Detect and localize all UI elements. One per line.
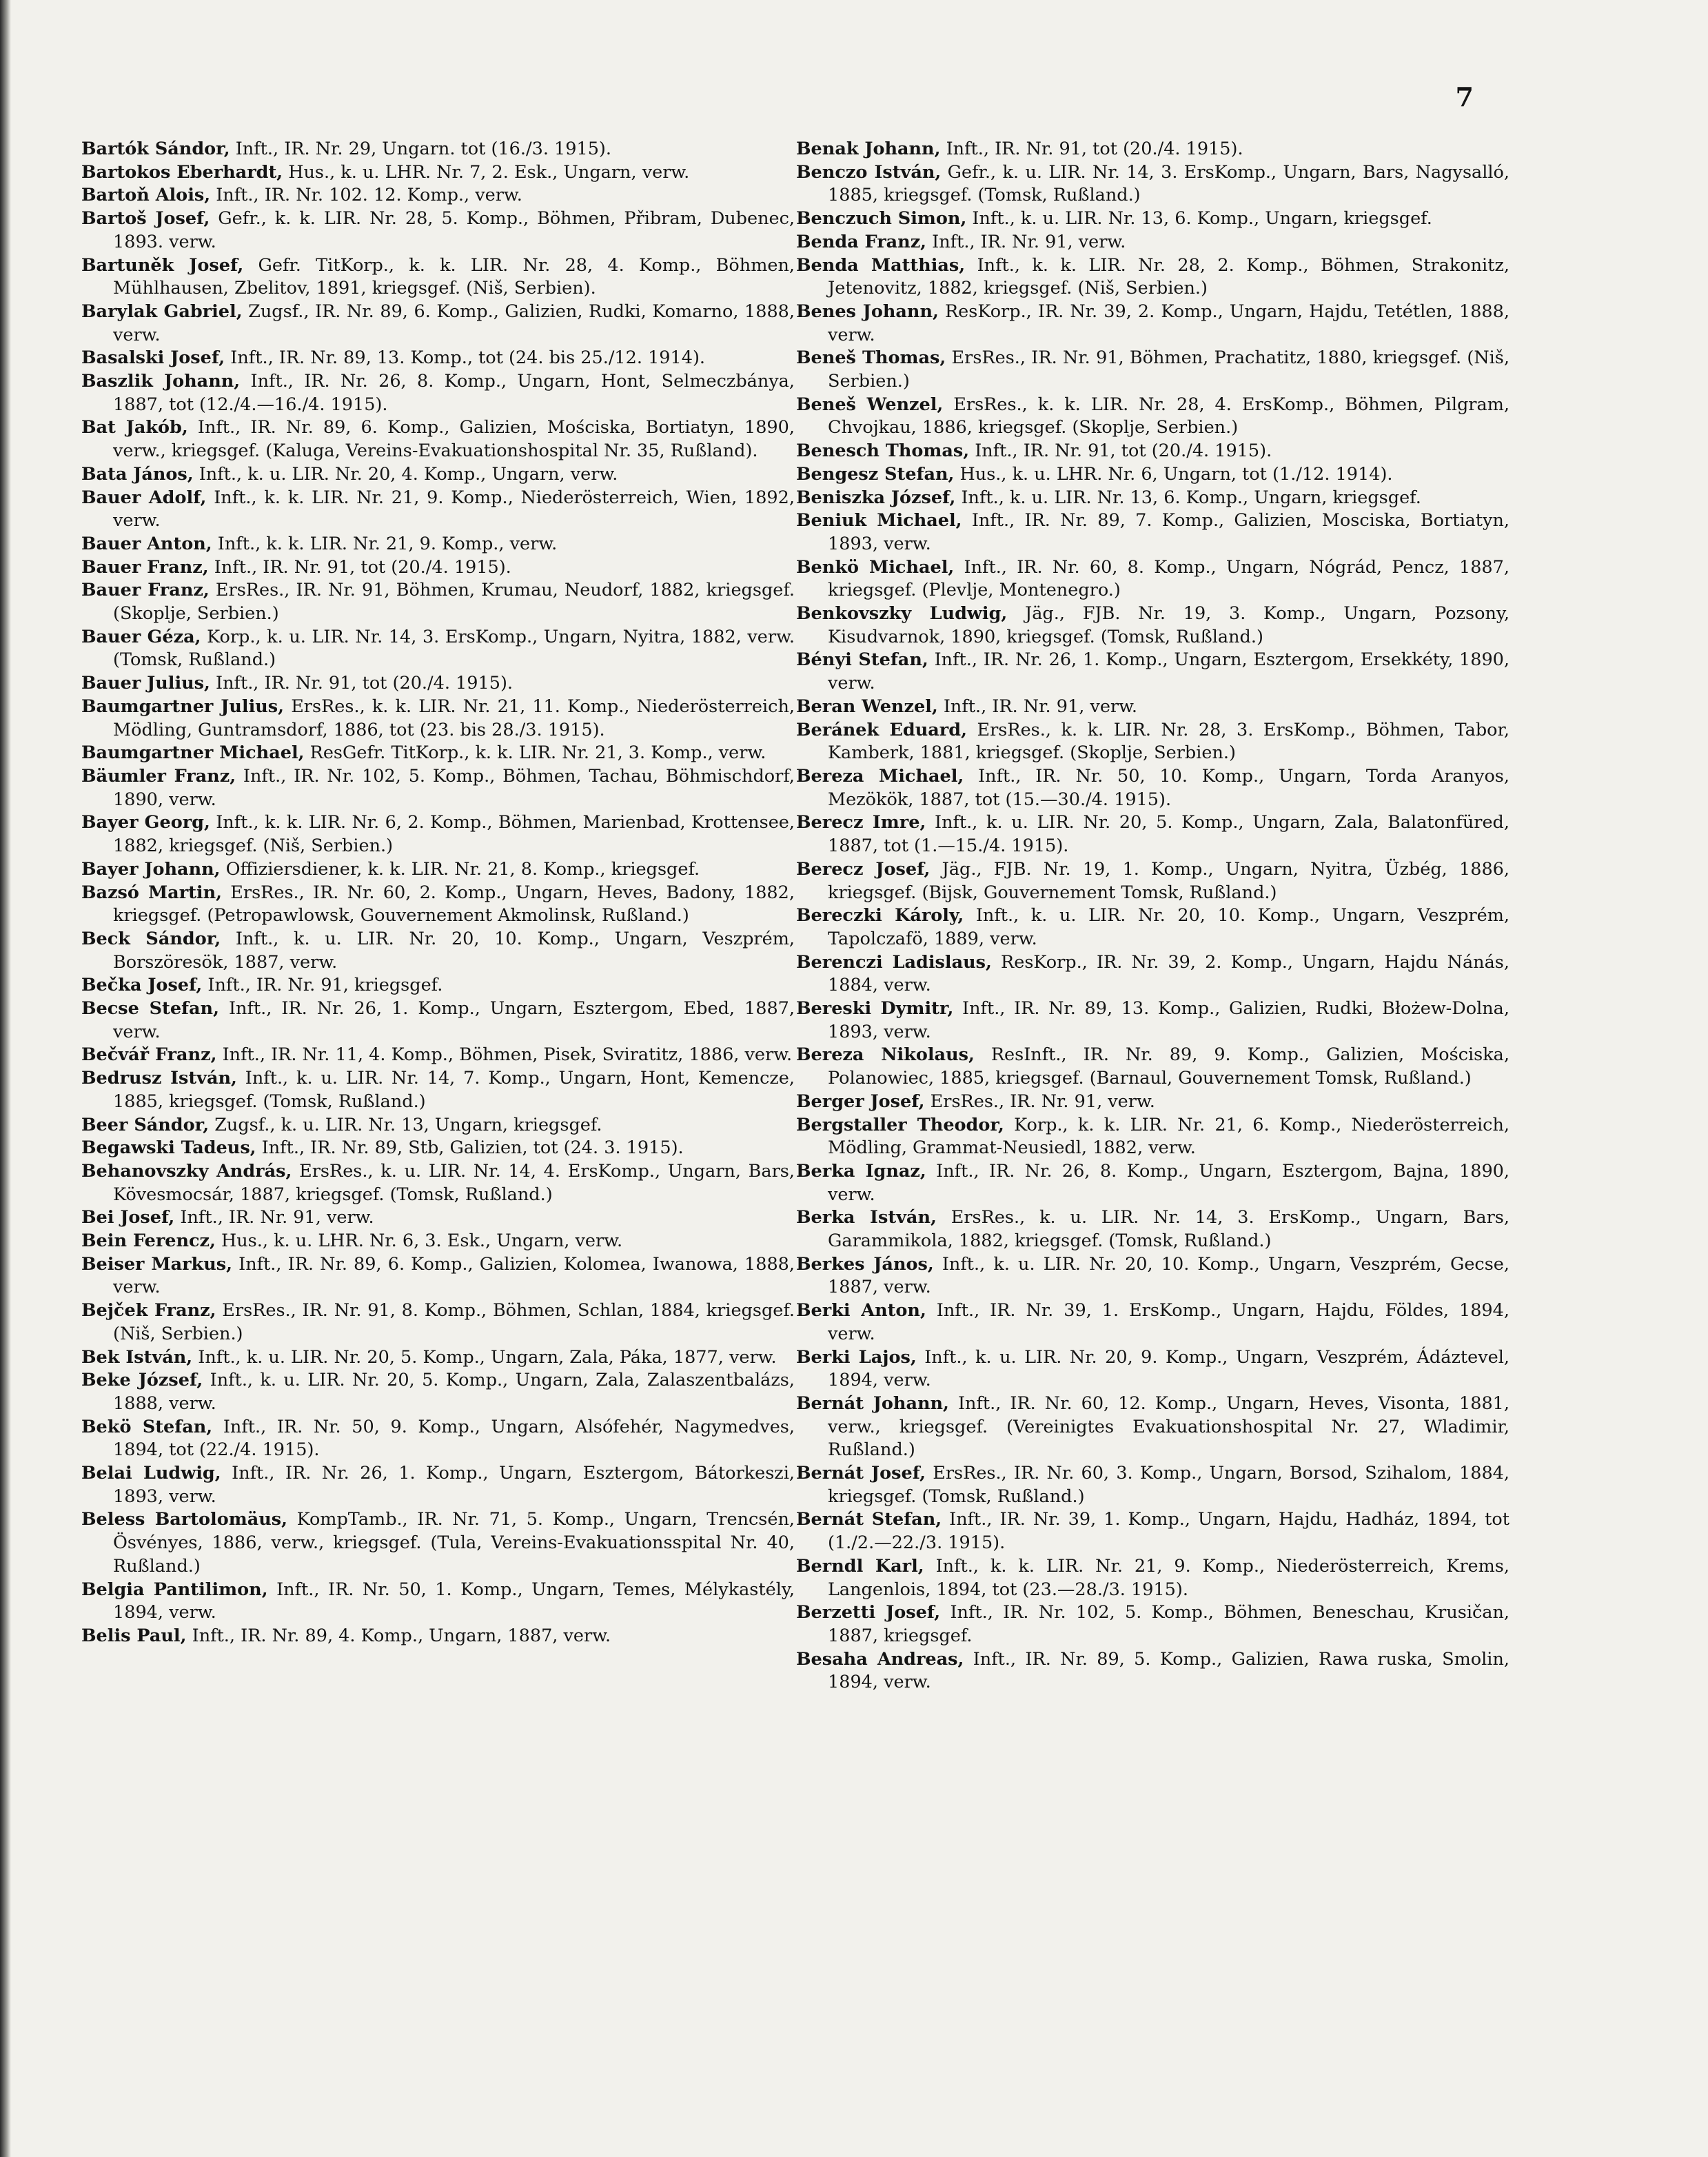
entry-details: Inft., IR. Nr. 91, verw.	[926, 231, 1126, 252]
entry-name: Bernát Johann,	[796, 1393, 949, 1414]
list-entry	[796, 440, 1509, 463]
entry-details: Hus., k. u. LHR. Nr. 6, Ungarn, tot (1./12. 1914).	[954, 463, 1393, 485]
entry-details: Jäg., FJB. Nr. 19, 1. Komp., Ungarn, Nyitra, Üzbég, 1886, kriegsgef. (Bijsk, Gouvernement Tomsk, Rußland.)	[828, 858, 1510, 903]
list-entry	[81, 1044, 795, 1067]
list-entry	[81, 1206, 795, 1230]
entry-details: ErsRes., IR. Nr. 60, 3. Komp., Ungarn, Borsod, Szihalom, 1884, kriegsgef. (Tomsk, Rußland.)	[828, 1463, 1510, 1507]
list-entry	[81, 301, 795, 347]
list-entry	[796, 1044, 1509, 1090]
entry-name: Bazsó Martin,	[81, 882, 223, 903]
entry-details: Inft., IR. Nr. 26, 1. Komp., Ungarn, Esztergom, Ersekkéty, 1890, verw.	[828, 649, 1509, 694]
entry-details: Inft., IR. Nr. 102, 5. Komp., Böhmen, Tachau, Böhmischdorf, 1890, verw.	[113, 765, 795, 810]
list-entry	[796, 1091, 1509, 1114]
entry-details: ErsRes., k. u. LIR. Nr. 14, 4. ErsKomp., Ungarn, Bars, Kövesmocsár, 1887, kriegsgef. (Tomsk, Rußland.)	[113, 1160, 795, 1205]
entry-details: Inft., IR. Nr. 26, 8. Komp., Ungarn, Hont, Selmeczbánya, 1887, tot (12./4.—16./4. 1915).	[113, 371, 795, 415]
entry-name: Belai Ludwig,	[81, 1463, 221, 1484]
entry-details: Inft., IR. Nr. 91, tot (20./4. 1915).	[940, 139, 1243, 159]
entry-details: ResInft., IR. Nr. 89, 9. Komp., Galizien, Mościska, Polanowiec, 1885, kriegsgef. (Barnaul, Gouvernement Tomsk, Rußland.)	[828, 1044, 1509, 1089]
list-entry	[796, 1346, 1509, 1393]
entry-name: Bauer Anton,	[81, 533, 212, 554]
entry-name: Bauer Julius,	[81, 673, 210, 694]
entry-name: Bereski Dymitr,	[796, 998, 954, 1020]
entry-details: Hus., k. u. LHR. Nr. 7, 2. Esk., Ungarn, verw.	[283, 161, 690, 183]
entry-name: Baumgartner Michael,	[81, 742, 305, 764]
entry-name: Beer Sándor,	[81, 1114, 210, 1135]
entry-name: Berenczi Ladislaus,	[796, 951, 992, 973]
entry-details: Inft., IR. Nr. 91, verw.	[937, 696, 1138, 717]
page-binding-edge	[0, 0, 11, 2157]
entry-details: Inft., IR. Nr. 26, 1. Komp., Ungarn, Esztergom, Ebed, 1887, verw.	[113, 998, 795, 1042]
entry-details: Inft., IR. Nr. 91, kriegsgef.	[202, 975, 443, 996]
list-entry	[796, 1253, 1509, 1299]
entry-name: Basalski Josef,	[81, 347, 225, 369]
entry-name: Bečka Josef,	[81, 975, 203, 996]
list-entry	[81, 1369, 795, 1415]
entry-name: Berzetti Josef,	[796, 1602, 941, 1623]
entry-name: Berka István,	[796, 1207, 937, 1228]
entry-name: Bereza Nikolaus,	[796, 1044, 975, 1066]
entry-details: Inft., IR. Nr. 91, verw.	[174, 1207, 374, 1228]
list-entry	[796, 556, 1509, 602]
entry-name: Benesch Thomas,	[796, 440, 970, 462]
entry-name: Berger Josef,	[796, 1091, 925, 1112]
entry-name: Bengesz Stefan,	[796, 463, 955, 485]
list-entry	[81, 487, 795, 533]
entry-details: Inft., IR. Nr. 89, 5. Komp., Galizien, Rawa ruska, Smolin, 1894, verw.	[828, 1648, 1509, 1693]
entry-name: Bejček Franz,	[81, 1300, 216, 1321]
list-entry	[81, 1253, 795, 1299]
list-entry	[796, 254, 1509, 301]
entry-details: Inft., IR. Nr. 91, tot (20./4. 1915).	[969, 440, 1272, 462]
entry-details: ResGefr. TitKorp., k. k. LIR. Nr. 21, 3. Komp., verw.	[304, 742, 766, 764]
entry-details: Inft., k. u. LIR. Nr. 20, 10. Komp., Ungarn, Veszprém, Gecse, 1887, verw.	[828, 1253, 1509, 1298]
list-entry	[81, 1230, 795, 1253]
list-entry	[796, 649, 1509, 695]
list-entry	[796, 347, 1509, 393]
entry-name: Beless Bartolomäus,	[81, 1509, 288, 1530]
entry-details: Inft., IR. Nr. 89, 7. Komp., Galizien, Mosciska, Bortiatyn, 1893, verw.	[828, 510, 1509, 554]
entry-details: Gefr. TitKorp., k. k. LIR. Nr. 28, 4. Komp., Böhmen, Mühlhausen, Zbelitov, 1891, kriegsgef. (Niš, Serbien).	[113, 254, 795, 299]
entry-name: Benda Franz,	[796, 231, 927, 252]
entry-name: Bek István,	[81, 1346, 193, 1368]
entry-name: Bein Ferencz,	[81, 1231, 216, 1252]
entry-name: Begawski Tadeus,	[81, 1137, 256, 1159]
list-entry	[796, 207, 1509, 231]
entry-details: Inft., IR. Nr. 89, 4. Komp., Ungarn, 1887, verw.	[186, 1626, 611, 1646]
entry-details: Gefr., k. u. LIR. Nr. 14, 3. ErsKomp., Ungarn, Bars, Nagysalló, 1885, kriegsgef. (Tomsk, Rußland.)	[828, 161, 1510, 206]
entry-details: ErsRes., k. k. LIR. Nr. 28, 4. ErsKomp., Böhmen, Pilgram, Chvojkau, 1886, kriegsgef. (Skoplje, Serbien.)	[828, 394, 1509, 438]
list-entry	[796, 1601, 1509, 1648]
list-entry	[81, 161, 795, 185]
entry-details: ResKorp., IR. Nr. 39, 2. Komp., Ungarn, Hajdu Nánás, 1884, verw.	[828, 951, 1510, 996]
entry-details: Inft., k. k. LIR. Nr. 21, 9. Komp., Niederösterreich, Krems, Langenlois, 1894, tot (23.—28./3. 1915).	[828, 1555, 1510, 1600]
list-entry	[81, 370, 795, 416]
entry-details: ErsRes., k. k. LIR. Nr. 28, 3. ErsKomp., Böhmen, Tabor, Kamberk, 1881, kriegsgef. (Skoplje, Serbien.)	[828, 719, 1509, 764]
list-entry	[81, 742, 795, 765]
entry-details: Inft., k. k. LIR. Nr. 6, 2. Komp., Böhmen, Marienbad, Krottensee, 1882, kriegsgef. (Niš, Serbien.)	[113, 812, 795, 857]
entry-name: Bat Jakób,	[81, 417, 188, 438]
page-number: 7	[1455, 81, 1474, 112]
list-entry	[796, 696, 1509, 719]
entry-name: Berka Ignaz,	[796, 1160, 926, 1182]
list-entry	[81, 254, 795, 301]
entry-name: Barylak Gabriel,	[81, 301, 243, 322]
entry-name: Behanovszky András,	[81, 1160, 292, 1182]
list-entry	[81, 184, 795, 207]
list-entry	[81, 858, 795, 882]
entry-details: Inft., IR. Nr. 39, 1. Komp., Ungarn, Hajdu, Hadház, 1894, tot (1./2.—22./3. 1915).	[828, 1509, 1509, 1554]
entry-name: Benczuch Simon,	[796, 208, 967, 230]
entry-details: Inft., IR. Nr. 29, Ungarn. tot (16./3. 1915).	[230, 139, 611, 159]
entry-details: Zugsf., k. u. LIR. Nr. 13, Ungarn, kriegsgef.	[209, 1114, 602, 1135]
list-entry	[81, 1114, 795, 1137]
entry-name: Beniuk Michael,	[796, 510, 962, 531]
list-entry	[796, 1206, 1509, 1253]
list-entry	[796, 1393, 1509, 1462]
entry-name: Beniszka József,	[796, 487, 956, 508]
entry-name: Beke József,	[81, 1370, 203, 1391]
entry-name: Berki Lajos,	[796, 1346, 917, 1368]
list-entry	[796, 1299, 1509, 1346]
entry-name: Beiser Markus,	[81, 1253, 232, 1275]
entry-name: Besaha Andreas,	[796, 1648, 964, 1670]
list-entry	[81, 207, 795, 254]
entry-name: Bartokos Eberhardt,	[81, 161, 283, 183]
list-entry	[796, 811, 1509, 858]
entry-details: Inft., IR. Nr. 26, 8. Komp., Ungarn, Esztergom, Bajna, 1890, verw.	[828, 1160, 1509, 1205]
entry-name: Bartuněk Josef,	[81, 254, 244, 276]
entry-name: Bayer Johann,	[81, 858, 221, 880]
list-entry	[796, 509, 1509, 556]
entry-details: Inft., IR. Nr. 50, 10. Komp., Ungarn, Torda Aranyos, Mezökök, 1887, tot (15.—30./4. 1915).	[828, 765, 1509, 810]
entry-name: Berecz Josef,	[796, 858, 931, 880]
entry-name: Beneš Wenzel,	[796, 394, 944, 415]
entry-details: Inft., IR. Nr. 50, 9. Komp., Ungarn, Alsófehér, Nagymedves, 1894, tot (22./4. 1915).	[113, 1416, 795, 1461]
list-entry	[81, 811, 795, 858]
list-entry	[81, 533, 795, 556]
entry-details: ErsRes., IR. Nr. 60, 2. Komp., Ungarn, Heves, Badony, 1882, kriegsgef. (Petropawlowsk, Gouvernement Akmolinsk, Rußland.)	[113, 882, 795, 926]
list-entry	[81, 416, 795, 463]
list-entry	[81, 1160, 795, 1206]
list-entry	[81, 1416, 795, 1462]
list-entry	[796, 1555, 1509, 1601]
entry-details: Inft., k. u. LIR. Nr. 20, 10. Komp., Ungarn, Veszprém, Borszöresök, 1887, verw.	[113, 928, 795, 973]
entry-details: Inft., k. u. LIR. Nr. 13, 6. Komp., Ungarn, kriegsgef.	[966, 208, 1432, 230]
entry-details: Inft., IR. Nr. 102. 12. Komp., verw.	[210, 185, 522, 206]
list-entry	[81, 998, 795, 1044]
entry-details: Inft., IR. Nr. 60, 12. Komp., Ungarn, Heves, Visonta, 1881, verw., kriegsgef. (Vereinigtes Evakuationshospital Nr. 27, Wladimir, Rußland.)	[828, 1393, 1509, 1461]
entry-details: Inft., IR. Nr. 26, 1. Komp., Ungarn, Esztergom, Bátorkeszi, 1893, verw.	[113, 1463, 795, 1507]
list-entry	[796, 1462, 1509, 1508]
entry-name: Berndl Karl,	[796, 1555, 924, 1577]
list-entry	[81, 1579, 795, 1625]
entry-details: Inft., IR. Nr. 89, 6. Komp., Galizien, Mościska, Bortiatyn, 1890, verw., kriegsgef. (Kaluga, Vereins-Evakuationshospital Nr. 35, Rußland).	[113, 417, 795, 462]
list-entry	[81, 1137, 795, 1160]
list-entry	[796, 463, 1509, 487]
list-entry	[796, 765, 1509, 811]
entry-details: Korp., k. u. LIR. Nr. 14, 3. ErsKomp., Ungarn, Nyitra, 1882, verw. (Tomsk, Rußland.)	[113, 626, 795, 671]
entry-details: Inft., k. k. LIR. Nr. 21, 9. Komp., verw.	[212, 533, 558, 554]
left-column	[81, 138, 795, 1648]
entry-name: Bauer Franz,	[81, 580, 210, 601]
entry-details: ErsRes., IR. Nr. 91, 8. Komp., Böhmen, Schlan, 1884, kriegsgef. (Niš, Serbien.)	[113, 1300, 795, 1344]
entry-name: Beneš Thomas,	[796, 347, 946, 369]
entry-details: Inft., k. u. LIR. Nr. 20, 9. Komp., Ungarn, Veszprém, Ádáztevel, 1894, verw.	[828, 1346, 1509, 1391]
list-entry	[81, 463, 795, 487]
list-entry	[81, 347, 795, 370]
entry-name: Bata János,	[81, 463, 194, 485]
entry-name: Bauer Géza,	[81, 626, 201, 647]
entry-name: Berkes János,	[796, 1253, 934, 1275]
entry-name: Benes Johann,	[796, 301, 939, 322]
entry-details: ErsRes., k. u. LIR. Nr. 14, 3. ErsKomp., Ungarn, Bars, Garammikola, 1882, kriegsgef. (Tomsk, Rußland.)	[828, 1207, 1509, 1252]
entry-details: Jäg., FJB. Nr. 19, 3. Komp., Ungarn, Pozsony, Kisudvarnok, 1890, kriegsgef. (Tomsk, Rußland.)	[828, 603, 1509, 647]
entry-name: Benkö Michael,	[796, 556, 955, 578]
entry-name: Baumgartner Julius,	[81, 696, 285, 717]
entry-name: Belgia Pantilimon,	[81, 1579, 268, 1600]
entry-details: Offiziersdiener, k. k. LIR. Nr. 21, 8. Komp., kriegsgef.	[220, 858, 700, 880]
entry-details: Inft., IR. Nr. 60, 8. Komp., Ungarn, Nógrád, Pencz, 1887, kriegsgef. (Plevlje, Montenegro.)	[828, 556, 1509, 601]
list-entry	[81, 556, 795, 580]
entry-name: Bečvář Franz,	[81, 1044, 217, 1066]
list-entry	[796, 602, 1509, 649]
list-entry	[81, 765, 795, 811]
entry-details: Inft., k. u. LIR. Nr. 13, 6. Komp., Ungarn, kriegsgef.	[955, 487, 1421, 508]
list-entry	[796, 998, 1509, 1044]
entry-name: Bernát Josef,	[796, 1463, 926, 1484]
entry-details: Inft., k. u. LIR. Nr. 20, 5. Komp., Ungarn, Zala, Páka, 1877, verw.	[192, 1346, 777, 1368]
entry-name: Berki Anton,	[796, 1300, 926, 1321]
list-entry	[796, 719, 1509, 765]
list-entry	[81, 696, 795, 742]
entry-details: Hus., k. u. LHR. Nr. 6, 3. Esk., Ungarn, verw.	[215, 1231, 623, 1252]
entry-name: Beran Wenzel,	[796, 696, 938, 717]
list-entry	[796, 951, 1509, 998]
entry-name: Bartoš Josef,	[81, 208, 210, 230]
entry-details: Inft., k. u. LIR. Nr. 20, 5. Komp., Ungarn, Zala, Balatonfüred, 1887, tot (1.—15./4. 1915).	[828, 812, 1509, 857]
entry-details: Inft., IR. Nr. 91, tot (20./4. 1915).	[210, 673, 513, 694]
entry-name: Bayer Georg,	[81, 812, 210, 833]
entry-name: Baszlik Johann,	[81, 371, 241, 392]
entry-details: Inft., IR. Nr. 89, 13. Komp., Galizien, Rudki, Błożew-Dolna, 1893, verw.	[828, 998, 1509, 1042]
list-entry	[81, 1346, 795, 1370]
list-entry	[81, 1067, 795, 1113]
list-entry	[81, 928, 795, 974]
list-entry	[796, 394, 1509, 440]
entry-details: Inft., k. u. LIR. Nr. 20, 10. Komp., Ungarn, Veszprém, Tapolczafö, 1889, verw.	[828, 905, 1509, 949]
entry-details: Inft., k. u. LIR. Nr. 14, 7. Komp., Ungarn, Hont, Kemencze, 1885, kriegsgef. (Tomsk, Rußland.)	[113, 1068, 795, 1112]
entry-name: Benak Johann,	[796, 139, 941, 159]
entry-name: Bekö Stefan,	[81, 1416, 213, 1437]
entry-name: Bei Josef,	[81, 1207, 175, 1228]
entry-name: Bedrusz István,	[81, 1068, 237, 1089]
entry-details: Inft., k. k. LIR. Nr. 28, 2. Komp., Böhmen, Strakonitz, Jetenovitz, 1882, kriegsgef. (Niš, Serbien.)	[828, 254, 1510, 299]
list-entry	[796, 138, 1509, 161]
entry-details: Korp., k. k. LIR. Nr. 21, 6. Komp., Niederösterreich, Mödling, Grammat-Neusiedl, 1882, verw.	[828, 1114, 1509, 1159]
entry-name: Bényi Stefan,	[796, 649, 928, 671]
entry-name: Benda Matthias,	[796, 254, 966, 276]
list-entry	[796, 1648, 1509, 1694]
entry-name: Benczo István,	[796, 161, 942, 183]
entry-name: Becse Stefan,	[81, 998, 219, 1020]
entry-name: Bergstaller Theodor,	[796, 1114, 1004, 1135]
entry-name: Bernát Stefan,	[796, 1509, 942, 1530]
list-entry	[796, 1114, 1509, 1160]
entry-name: Beck Sándor,	[81, 928, 221, 949]
right-column	[796, 138, 1509, 1694]
list-entry	[81, 1462, 795, 1508]
entry-name: Bauer Franz,	[81, 556, 209, 578]
entry-name: Bauer Adolf,	[81, 487, 207, 508]
entry-details: ErsRes., k. k. LIR. Nr. 21, 11. Komp., Niederösterreich, Mödling, Guntramsdorf, 1886, tot (23. bis 28./3. 1915).	[113, 696, 795, 740]
list-entry	[81, 672, 795, 696]
entry-details: ErsRes., IR. Nr. 91, Böhmen, Krumau, Neudorf, 1882, kriegsgef. (Skoplje, Serbien.)	[113, 580, 795, 625]
list-entry	[796, 487, 1509, 510]
entry-name: Bartók Sándor,	[81, 139, 230, 159]
list-entry	[81, 1625, 795, 1648]
entry-name: Benkovszky Ludwig,	[796, 603, 1008, 625]
entry-details: ResKorp., IR. Nr. 39, 2. Komp., Ungarn, Hajdu, Tetétlen, 1888, verw.	[828, 301, 1509, 345]
entry-details: ErsRes., IR. Nr. 91, Böhmen, Prachatitz, 1880, kriegsgef. (Niš, Serbien.)	[828, 347, 1509, 392]
entry-name: Bartoň Alois,	[81, 185, 211, 206]
list-entry	[796, 161, 1509, 207]
entry-details: Inft., IR. Nr. 89, Stb, Galizien, tot (24. 3. 1915).	[256, 1137, 684, 1159]
entry-details: Zugsf., IR. Nr. 89, 6. Komp., Galizien, Rudki, Komarno, 1888, verw.	[113, 301, 795, 345]
list-entry	[796, 1160, 1509, 1206]
list-entry	[796, 231, 1509, 254]
list-entry	[81, 626, 795, 672]
list-entry	[796, 858, 1509, 904]
entry-details: Inft., IR. Nr. 89, 13. Komp., tot (24. bis 25./12. 1914).	[225, 347, 706, 369]
entry-details: Inft., IR. Nr. 89, 6. Komp., Galizien, Kolomea, Iwanowa, 1888, verw.	[113, 1253, 795, 1298]
entry-details: Inft., k. u. LIR. Nr. 20, 5. Komp., Ungarn, Zala, Zalaszentbalázs, 1888, verw.	[113, 1370, 795, 1414]
entry-details: ErsRes., IR. Nr. 91, verw.	[924, 1091, 1155, 1112]
list-entry	[81, 974, 795, 998]
entry-details: Inft., k. k. LIR. Nr. 21, 9. Komp., Niederösterreich, Wien, 1892, verw.	[113, 487, 795, 531]
entry-details: Inft., IR. Nr. 11, 4. Komp., Böhmen, Pisek, Sviratitz, 1886, verw.	[216, 1044, 793, 1066]
list-entry	[81, 882, 795, 928]
entry-details: Gefr., k. k. LIR. Nr. 28, 5. Komp., Böhmen, Přibram, Dubenec, 1893. verw.	[113, 208, 795, 252]
list-entry	[81, 138, 795, 161]
entry-name: Belis Paul,	[81, 1626, 187, 1646]
list-entry	[81, 579, 795, 625]
entry-details: Inft., IR. Nr. 102, 5. Komp., Böhmen, Beneschau, Krusičan, 1887, kriegsgef.	[828, 1602, 1509, 1646]
list-entry	[796, 904, 1509, 951]
entry-details: Inft., IR. Nr. 39, 1. ErsKomp., Ungarn, Hajdu, Földes, 1894, verw.	[828, 1300, 1509, 1344]
entry-name: Bereczki Károly,	[796, 905, 964, 926]
entry-name: Beránek Eduard,	[796, 719, 967, 740]
list-entry	[81, 1299, 795, 1346]
entry-details: Inft., IR. Nr. 91, tot (20./4. 1915).	[208, 556, 511, 578]
entry-name: Berecz Imre,	[796, 812, 926, 833]
list-entry	[796, 1508, 1509, 1555]
entry-details: Inft., IR. Nr. 50, 1. Komp., Ungarn, Temes, Mélykastély, 1894, verw.	[113, 1579, 795, 1623]
entry-details: Inft., k. u. LIR. Nr. 20, 4. Komp., Ungarn, verw.	[193, 463, 618, 485]
list-entry	[81, 1508, 795, 1578]
entry-name: Bäumler Franz,	[81, 765, 236, 787]
list-entry	[796, 301, 1509, 347]
entry-name: Bereza Michael,	[796, 765, 964, 787]
entry-details: KompTamb., IR. Nr. 71, 5. Komp., Ungarn, Trencsén, Ösvényes, 1886, verw., kriegsgef. (Tula, Vereins-Evakuationsspital Nr. 40, Rußland.)	[113, 1509, 795, 1577]
